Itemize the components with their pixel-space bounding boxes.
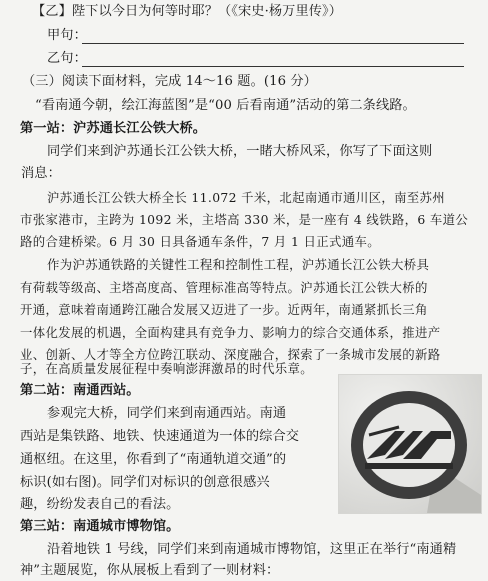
news-p2-line3: 开通，意味着南通跨江融合发展又迈进了一步。近两年，南通紧抓长三角 — [20, 302, 428, 317]
news-p1-line1: 沪苏通长江公铁大桥全长 11.072 千米，北起南通市通川区，南至苏州 — [47, 190, 446, 205]
stop1-line1: 同学们来到沪苏通长江公铁大桥，一睹大桥风采，你写了下面这则 — [47, 144, 433, 159]
answer-label-yi: 乙句： — [47, 51, 87, 66]
news-p1-line2: 市张家港市，主跨为 1092 米，主塔高 330 米，是一座有 4 线铁路，6 车道公 — [20, 212, 469, 227]
rail-transit-logo-icon — [339, 375, 481, 513]
stop2-line2: 西站是集铁路、地铁、快速通道为一体的综合交 — [20, 429, 300, 444]
news-p2-line2: 有荷载等级高、主塔高度高、管理标准高等特点。沪苏通长江公铁大桥的 — [20, 280, 428, 295]
route-intro: “看南通今朝，绘江海蓝图”是“00 后看南通”活动的第二条线路。 — [35, 98, 416, 113]
stop1-line2: 消息： — [21, 166, 61, 181]
question-yi-text: 陛下以今日为何等时耶？（《宋史·杨万里传》） — [71, 4, 343, 19]
stop2-line3: 通枢纽。在这里，你看到了“南通轨道交通”的 — [20, 452, 287, 467]
answer-blank-jia[interactable] — [82, 43, 464, 44]
news-p2-line4: 一体化发展的机遇，全面构建具有竞争力、影响力的综合交通体系，推进产 — [20, 325, 441, 340]
stop1-title: 第一站：沪苏通长江公铁大桥。 — [20, 121, 207, 136]
news-p2-line5: 业、创新、人才等全方位跨江联动、深度融合，探索了一条城市发展的新路 — [20, 347, 441, 362]
news-p1-line3: 路的合建桥梁。6 月 30 日具备通车条件，7 月 1 日正式通车。 — [20, 234, 380, 249]
news-p2-line1: 作为沪苏通铁路的关键性工程和控制性工程，沪苏通长江公铁大桥具 — [47, 257, 430, 272]
stop3-title: 第三站：南通城市博物馆。 — [20, 519, 180, 534]
stop2-line1: 参观完大桥，同学们来到南通西站。南通 — [47, 406, 287, 421]
stop2-line4: 标识(如右图)。同学们对标识的创意很感兴 — [20, 475, 270, 490]
stop2-line5: 趣，纷纷发表自己的看法。 — [20, 497, 180, 512]
stop3-line2: 神”主题展览，你从展板上看到了一则材料： — [20, 563, 280, 578]
stop3-line1: 沿着地铁 1 号线，同学们来到南通城市博物馆，这里正在举行“南通精 — [47, 542, 457, 557]
answer-blank-yi[interactable] — [82, 66, 464, 67]
rail-transit-logo-image — [338, 374, 482, 514]
stop2-title: 第二站：南通西站。 — [20, 383, 140, 398]
section-header: （三）阅读下面材料，完成 14～16 题。(16 分） — [22, 74, 317, 89]
news-p2-line6: 子，在高质量发展征程中奏响澎湃激昂的时代乐章。 — [20, 361, 314, 376]
answer-label-jia: 甲句： — [47, 28, 87, 43]
question-yi-label: 【乙】 — [32, 4, 72, 19]
question-yi-line — [32, 4, 342, 20]
